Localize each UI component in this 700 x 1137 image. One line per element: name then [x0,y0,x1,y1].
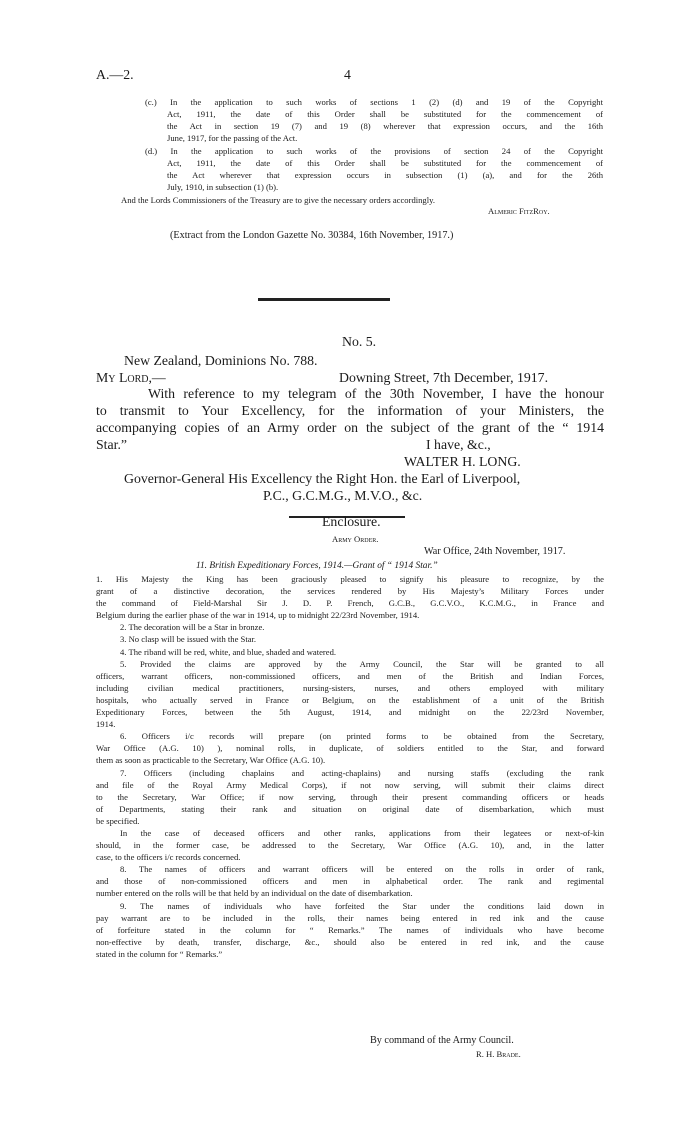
text-line: the Act wherever that expression occurs in subsection (1) (a), and for the 26th [167,170,603,181]
order-paragraph [96,646,604,658]
order-paragraph [96,767,604,827]
copyright-item-d [145,145,603,193]
text-line: grant of a distinctive decoration, the services rendered by His Majesty’s Military Forces under [96,586,604,597]
text-line: July, 1910, in subsection (1) (b). [167,182,279,193]
text-line: Expeditionary Forces, between the 5th August, 1914, and midnight on the 22/23rd November, [96,707,604,718]
text-line: the command of Field-Marshal Sir J. D. P. French, G.C.B., G.C.V.O., K.C.M.G., in France and [96,598,604,609]
text-line: them as soon as practicable to the Secretary, War Office (A.G. 10). [96,755,326,766]
letter-addressee-honours: P.C., G.C.M.G., M.V.O., &c. [263,488,423,503]
order-paragraph [96,573,604,621]
text-line: War Office (A.G. 10) ), nominal rolls, in duplicate, of soldiers entitled to the Star, and forward [96,743,604,754]
letter-closing: I have, &c., [426,437,491,452]
text-line: case, to the officers i/c records concerned. [96,852,241,863]
text-line: (c.) In the application to such works of sections 1 (2) (d) and 19 of the Copyright [145,97,603,107]
text-line: the Act in section 19 (7) and 19 (8) wherever that expression occurs, and the 16th [167,121,603,132]
order-paragraph [96,900,604,960]
text-line: Act, 1911, the date of this Order shall be substituted for the commencement of [167,109,603,120]
text-line: With reference to my telegram of the 30th November, I have the honour [148,386,604,401]
order-paragraph [96,633,604,645]
copyright-signature: Almeric FitzRoy. [488,206,550,216]
text-line: 6. Officers i/c records will prepare (on printed forms to be obtained from the Secretary, [120,731,604,742]
letter-number: No. 5. [342,334,377,349]
text-line: 7. Officers (including chaplains and acting-chaplains) and nursing staffs (excluding the rank [120,767,604,778]
text-line: pay warrant are to be included in the rolls, their names being entered in red ink and the cause [96,912,604,923]
letter-dominion-reference: New Zealand, Dominions No. 788. [124,353,318,368]
text-line: to the Secretary, War Office; if now serving, through their present commanding officers or heads [96,791,604,802]
council-signature: R. H. Brade. [476,1049,521,1059]
text-line: be specified. [96,815,140,826]
gazette-extract: (Extract from the London Gazette No. 30384, 16th November, 1917.) [170,230,454,241]
text-line: stated in the column for “ Remarks.” [96,948,223,959]
letter-place-date: Downing Street, 7th December, 1917. [339,370,549,385]
page-number: 4 [344,67,351,82]
order-paragraph [96,658,604,731]
text-line: (d.) In the application to such works of the provisions of section 24 of the Copyright [145,146,603,156]
text-line: And the Lords Commissioners of the Treasury are to give the necessary orders accordingly. [121,195,435,205]
text-line: accompanying copies of an Army order on the subject of the grant of the “ 1914 [96,420,604,435]
command-line: By command of the Army Council. [370,1035,514,1046]
text-line: Star.” [96,437,128,452]
text-line: 1. His Majesty the King has been graciously pleased to signify his pleasure to recognize, by the [96,574,604,584]
section-divider [258,298,390,301]
text-line: 4. The riband will be red, white, and blue, shaded and watered. [120,646,337,657]
order-paragraph [96,730,604,766]
enclosure-place-date: War Office, 24th November, 1917. [424,546,566,557]
army-order-body [96,573,604,960]
text-line: of forfeiture stated in the column for “ Remarks.” The names of individuals who have become [96,924,604,935]
army-order-title: 11. British Expeditionary Forces, 1914.—Grant of “ 1914 Star.” [196,561,438,571]
text-line: to transmit to Your Excellency, for the information of your Ministers, the [96,403,604,418]
letter-signatory: WALTER H. LONG. [404,454,521,469]
text-line: 2. The decoration will be a Star in bronze. [120,622,265,633]
text-line: officers, warrant officers, non-commissioned officers, and men of the British and Indian Forces, [96,670,604,681]
text-line: Act, 1911, the date of this Order shall be substituted for the commencement of [167,158,603,169]
text-line: June, 1917, for the passing of the Act. [167,133,298,144]
text-line: In the case of deceased officers and other ranks, applications from their legatees or next-of-kin [120,827,604,838]
order-paragraph [96,827,604,863]
text-line: hospitals, who actually served in France or Belgium, on the establishment of a unit of the British [96,694,604,705]
text-line: Belgium during the earlier phase of the war in 1914, up to midnight 22/23rd November, 1914. [96,610,420,621]
text-line: including civilian medical practitioners, nursing-sisters, nurses, and others employed with military [96,682,604,693]
document-reference: A.—2. [96,67,134,82]
text-line: 8. The names of officers and warrant officers will be entered on the rolls in order of rank, [120,864,604,875]
text-line: of Departments, stating their rank and situation on original date of disembarkation, which must [96,803,604,814]
text-line: and file of the Royal Army Medical Corps), if not now serving, will submit their claims direct [96,779,604,790]
order-paragraph [96,621,604,633]
order-paragraph [96,863,604,899]
enclosure-subheading: Army Order. [332,534,379,544]
text-line: 5. Provided the claims are approved by the Army Council, the Star will be granted to all [120,658,604,669]
text-line: 9. The names of individuals who have forfeited the Star under the conditions laid down in [120,900,604,911]
copyright-item-c [145,96,603,144]
letter-salutation: My Lord,— [96,370,166,385]
letter-addressee: Governor-General His Excellency the Right Hon. the Earl of Liverpool, [124,471,521,486]
text-line: 3. No clasp will be issued with the Star. [120,634,257,645]
text-line: number entered on the rolls will be that held by an individual on the date of disembarkation. [96,888,413,899]
text-line: and those of non-commissioned officers and men in alphabetical order. The rank and regimental [96,876,604,887]
text-line: should, in the former case, be addressed to the Secretary, War Office (A.G. 10), and, in the latter [96,840,604,851]
enclosure-heading: Enclosure. [322,514,381,529]
text-line: non-effective by death, transfer, discharge, &c., should also be entered in red ink, and the cause [96,936,604,947]
text-line: 1914. [96,719,116,730]
letter-body [96,385,604,453]
